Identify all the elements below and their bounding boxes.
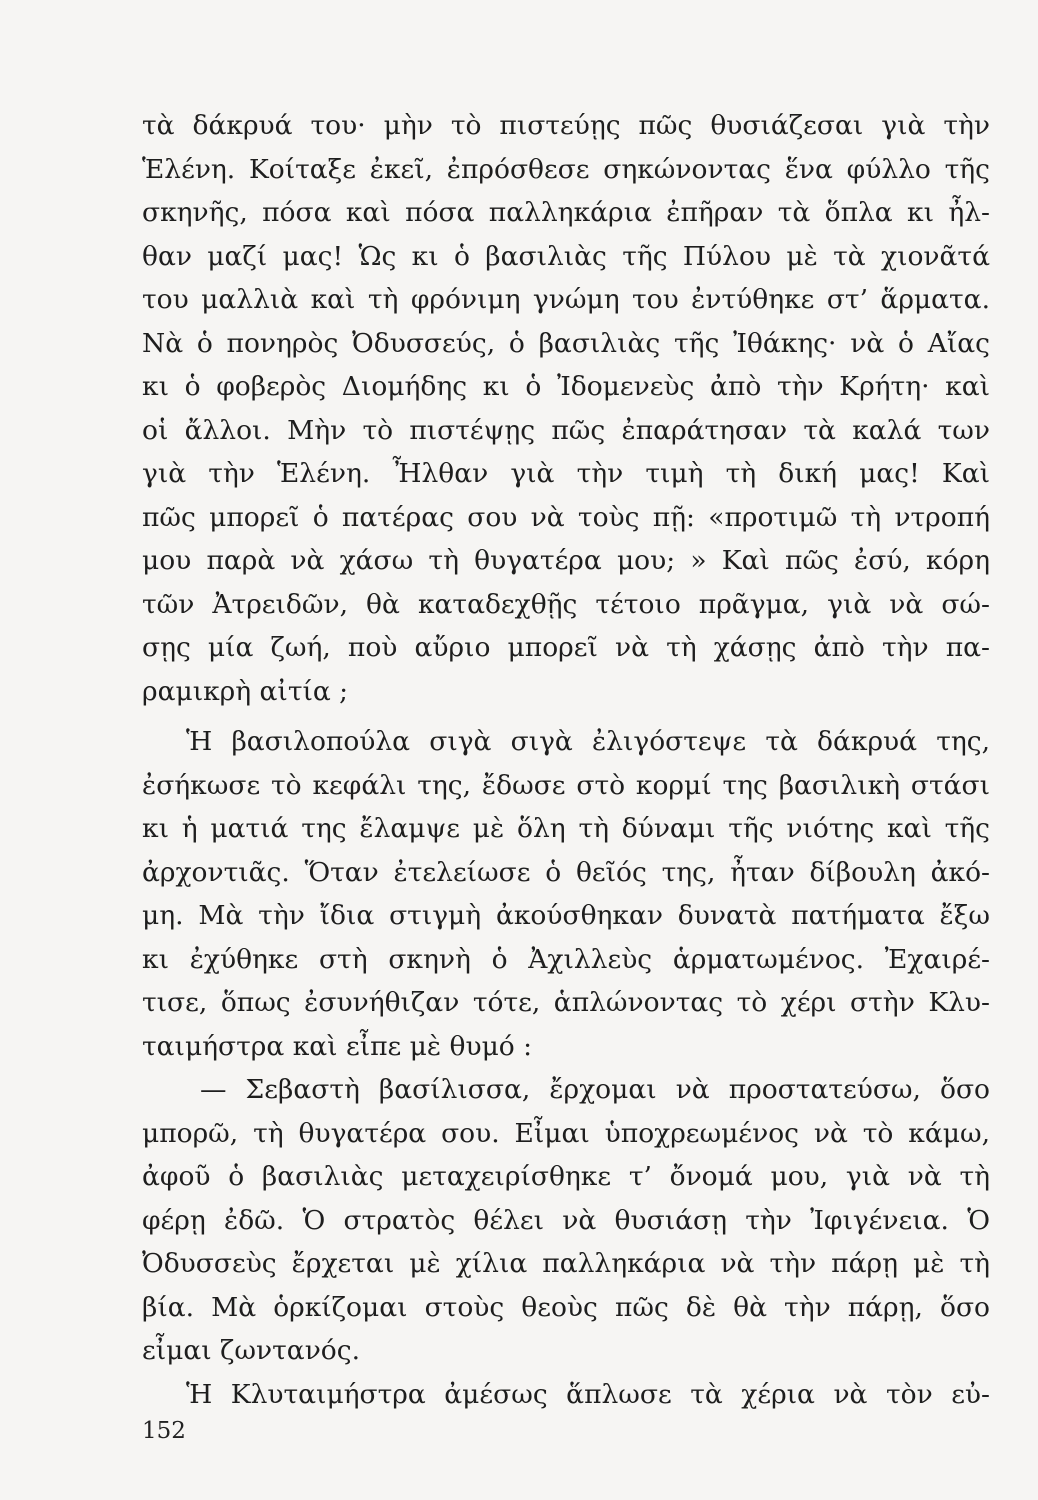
text-line: Νὰ ὁ πονηρὸς Ὀδυσσεύς, ὁ βασιλιὰς τῆς Ἰθάκης· νὰ ὁ Αἴας (142, 327, 990, 359)
text-line: ἀφοῦ ὁ βασιλιὰς μεταχειρίσθηκε τ’ ὄνομά μου, γιὰ νὰ τὴ (142, 1161, 990, 1192)
text-line: Ἡ Κλυταιμήστρα ἀμέσως ἅπλωσε τὰ χέρια νὰ τὸν εὐ- (186, 1378, 990, 1410)
text-line: μπορῶ, τὴ θυγατέρα σου. Εἶμαι ὑποχρεωμένος νὰ τὸ κάμω, (142, 1117, 990, 1149)
text-line: ταιμήστρα καὶ εἶπε μὲ θυμό : (142, 1030, 533, 1062)
text-line: τὰ δάκρυά του· μὴν τὸ πιστεύῃς πῶς θυσιάζεσαι γιὰ τὴν (142, 110, 990, 141)
text-line: κι ἐχύθηκε στὴ σκηνὴ ὁ Ἀχιλλεὺς ἁρματωμένος. Ἐχαιρέ- (142, 943, 990, 975)
text-line: σῃς μία ζωή, ποὺ αὔριο μπορεῖ νὰ τὴ χάσῃς ἀπὸ τὴν πα- (142, 632, 990, 663)
text-line: φέρῃ ἐδῶ. Ὁ στρατὸς θέλει νὰ θυσιάσῃ τὴν Ἰφιγένεια. Ὁ (142, 1204, 990, 1236)
text-line: μου παρὰ νὰ χάσω τὴ θυγατέρα μου; » Καὶ πῶς ἐσύ, κόρη (142, 545, 990, 576)
text-line: σκηνῆς, πόσα καὶ πόσα παλληκάρια ἐπῆραν τὰ ὅπλα κι ἦλ- (142, 197, 990, 228)
text-line: — Σεβαστὴ βασίλισσα, ἔρχομαι νὰ προστατεύσω, ὅσο (200, 1074, 990, 1105)
text-line: Ἑλένη. Κοίταξε ἐκεῖ, ἐπρόσθεσε σηκώνοντας ἕνα φύλλο τῆς (142, 153, 990, 185)
text-line: τισε, ὅπως ἐσυνήθιζαν τότε, ἁπλώνοντας τὸ χέρι στὴν Κλυ- (142, 987, 990, 1018)
text-line: βία. Μὰ ὁρκίζομαι στοὺς θεοὺς πῶς δὲ θὰ τὴν πάρῃ, ὅσο (142, 1291, 990, 1323)
paragraph-2-group (142, 720, 990, 1416)
paragraph-1 (142, 104, 990, 713)
text-line: εἶμαι ζωντανός. (142, 1335, 361, 1366)
text-line: τῶν Ἀτρειδῶν, θὰ καταδεχθῇς τέτοιο πρᾶγμα, γιὰ νὰ σώ- (142, 588, 990, 620)
text-line: γιὰ τὴν Ἑλένη. Ἦλθαν γιὰ τὴν τιμὴ τὴ δική μας! Καὶ (142, 458, 990, 489)
text-line: ἐσήκωσε τὸ κεφάλι της, ἔδωσε στὸ κορμί της βασιλικὴ στάσι (142, 769, 990, 801)
text-line: ἀρχοντιᾶς. Ὅταν ἐτελείωσε ὁ θεῖός της, ἦταν δίβουλη ἀκό- (142, 856, 990, 888)
text-line: πῶς μπορεῖ ὁ πατέρας σου νὰ τοὺς πῇ: «προτιμῶ τὴ ντροπή (142, 501, 990, 533)
text-line: Ἡ βασιλοπούλα σιγὰ σιγὰ ἐλιγόστεψε τὰ δάκρυά της, (186, 726, 990, 757)
page-number: 152 (142, 1418, 186, 1444)
text-line: θαν μαζί μας! Ὡς κι ὁ βασιλιὰς τῆς Πύλου μὲ τὰ χιονᾶτά (142, 240, 990, 272)
text-line: ραμικρὴ αἰτία ; (142, 675, 349, 707)
text-line: οἱ ἄλλοι. Μὴν τὸ πιστέψῃς πῶς ἐπαράτησαν τὰ καλά των (142, 414, 990, 446)
text-line: μη. Μὰ τὴν ἴδια στιγμὴ ἀκούσθηκαν δυνατὰ πατήματα ἔξω (142, 900, 990, 931)
text-line: κι ὁ φοβερὸς Διομήδης κι ὁ Ἰδομενεὺς ἀπὸ τὴν Κρήτη· καὶ (142, 371, 990, 402)
text-line: Ὀδυσσεὺς ἔρχεται μὲ χίλια παλληκάρια νὰ τὴν πάρῃ μὲ τὴ (142, 1248, 990, 1279)
text-line: του μαλλιὰ καὶ τὴ φρόνιμη γνώμη του ἐντύθηκε στ’ ἅρματα. (142, 284, 990, 315)
text-line: κι ἡ ματιά της ἔλαμψε μὲ ὅλη τὴ δύναμι τῆς νιότης καὶ τῆς (142, 813, 990, 844)
